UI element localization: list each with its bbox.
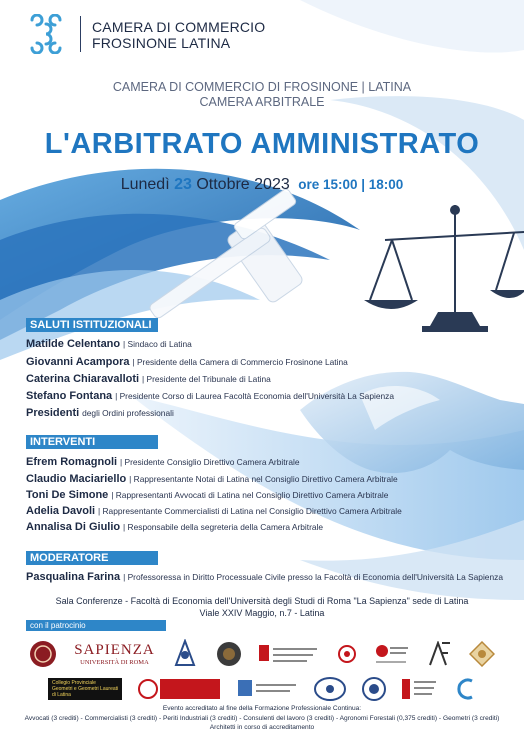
sapienza-subtitle: UNIVERSITÀ DI ROMA — [80, 659, 149, 666]
curved-logo-icon — [454, 677, 476, 701]
agronomi-logo-icon — [469, 641, 495, 667]
ordine-avvocati-logo-icon — [172, 639, 198, 669]
speaker-name: Matilde Celentano — [26, 338, 121, 350]
speaker-row — [26, 455, 300, 469]
header-divider — [80, 16, 81, 52]
event-title: L'ARBITRATO AMMINISTRATO — [44, 128, 480, 160]
ministero-lavoro-logo-icon — [374, 641, 410, 667]
speaker-row — [26, 355, 348, 369]
speaker-row — [26, 472, 398, 486]
speaker-name: Presidenti — [26, 407, 80, 419]
speaker-name: Claudio Maciariello — [26, 473, 127, 485]
speaker-role: | Rappresentanti Avvocati di Latina nel Consiglio Direttivo Camera Arbitrale — [111, 490, 389, 500]
speaker-row — [26, 520, 323, 534]
event-time: ore 15:00 | 18:00 — [298, 177, 404, 192]
speaker-name: Adelia Davoli — [26, 505, 96, 517]
ordine-commercialisti-logo-icon — [259, 642, 319, 666]
patrocinio-label: con il patrocinio — [26, 620, 166, 631]
geometri-line2: Geometri e Geometri Laureati — [51, 686, 119, 692]
footer-line3: Architetti in corso di accreditamento — [209, 724, 315, 731]
speaker-role: | Presidente della Camera di Commercio Frosinone Latina — [132, 357, 348, 367]
org-name-line2: FROSINONE LATINA — [92, 35, 231, 51]
speaker-name: Toni De Simone — [26, 489, 109, 501]
speaker-role: degli Ordini professionali — [82, 408, 174, 418]
event-organizers — [0, 80, 524, 110]
organizer-line1: CAMERA DI COMMERCIO DI FROSINONE | LATINA — [112, 80, 412, 94]
sapienza-seal-icon — [29, 639, 57, 669]
speaker-role: | Presidente del Tribunale di Latina — [142, 374, 271, 384]
section-interventi-heading: INTERVENTI — [26, 435, 158, 449]
speaker-role: | Sindaco di Latina — [123, 339, 192, 349]
university-seal-icon — [362, 677, 386, 701]
ordine-rosette-logo-icon — [337, 644, 357, 664]
venue-line2: Viale XXIV Maggio, n.7 - Latina — [199, 608, 325, 618]
event-date — [0, 176, 524, 194]
chamber-logo-icon — [24, 14, 68, 54]
speaker-role: | Rappresentante Commercialisti di Latina nel Consiglio Direttivo Camera Arbitrale — [98, 506, 402, 516]
moderator-row — [26, 570, 503, 584]
sponsor-logos-row-1 — [0, 637, 524, 671]
speaker-row — [26, 406, 174, 420]
speaker-row — [26, 504, 402, 518]
organizer-line2: CAMERA ARBITRALE — [199, 95, 325, 109]
venue-line1: Sala Conferenze - Facoltà di Economia dell'Università degli Studi di Roma "La Sapienza" sede di Latina — [55, 596, 469, 606]
venue-address — [0, 595, 524, 619]
architetti-af-logo-icon — [428, 641, 452, 667]
sapienza-logo — [74, 642, 155, 666]
speaker-name: Annalisa Di Giulio — [26, 521, 121, 533]
periti-industriali-logo-icon — [138, 677, 222, 701]
accreditation-footer — [0, 704, 524, 733]
speaker-role: | Presidente Corso di Laurea Facoltà Economia dell'Università La Sapienza — [115, 391, 395, 401]
moderator-role: | Professoressa in Diritto Processuale Civile presso la Facoltà di Economia dell'Università La Sapienza — [123, 572, 503, 582]
speaker-name: Stefano Fontana — [26, 390, 113, 402]
speaker-row — [26, 488, 388, 502]
consulenti-lavoro-logo-icon — [238, 678, 298, 700]
sponsor-logos-row-2 — [0, 675, 524, 703]
circular-emblem-icon — [314, 677, 346, 701]
collegio-geometri-logo — [48, 678, 122, 700]
speaker-role: | Responsabile della segreteria della Camera Arbitrale — [123, 522, 324, 532]
ordine-notai-seal-icon — [216, 641, 242, 667]
moderator-name: Pasqualina Farina — [26, 571, 121, 583]
sapienza-wordmark: SAPIENZA — [74, 642, 155, 658]
date-weekday: Lunedì — [120, 176, 170, 193]
footer-line1: Evento accreditato al fine della Formazione Professionale Continua: — [162, 705, 362, 712]
date-day: 23 — [174, 176, 192, 193]
section-moderatore-heading: MODERATORE — [26, 551, 158, 565]
speaker-row — [26, 389, 394, 403]
ordine-architetti-logo-icon — [402, 677, 438, 701]
footer-line2: Avvocati (3 crediti) - Commercialisti (3 crediti) - Periti Industriali (3 crediti) - Consulenti del lavoro (3 crediti) - Agronomi Forestali (0,375 crediti) - Geometri (3 crediti) — [24, 714, 500, 722]
speaker-name: Efrem Romagnoli — [26, 456, 118, 468]
geometri-line1: Collegio Provinciale — [51, 680, 96, 686]
speaker-row — [26, 337, 192, 351]
section-saluti-heading: SALUTI ISTITUZIONALI — [26, 318, 158, 332]
date-month-year: Ottobre 2023 — [196, 176, 290, 193]
speaker-name: Caterina Chiaravalloti — [26, 373, 140, 385]
speaker-row — [26, 372, 271, 386]
speaker-role: | Rappresentante Notai di Latina nel Consiglio Direttivo Camera Arbitrale — [129, 474, 398, 484]
speaker-role: | Presidente Consiglio Direttivo Camera Arbitrale — [120, 457, 300, 467]
organization-name — [92, 19, 265, 51]
org-name-line1: CAMERA DI COMMERCIO — [92, 19, 266, 35]
geometri-line3: di Latina — [51, 692, 71, 698]
speaker-name: Giovanni Acampora — [26, 356, 130, 368]
